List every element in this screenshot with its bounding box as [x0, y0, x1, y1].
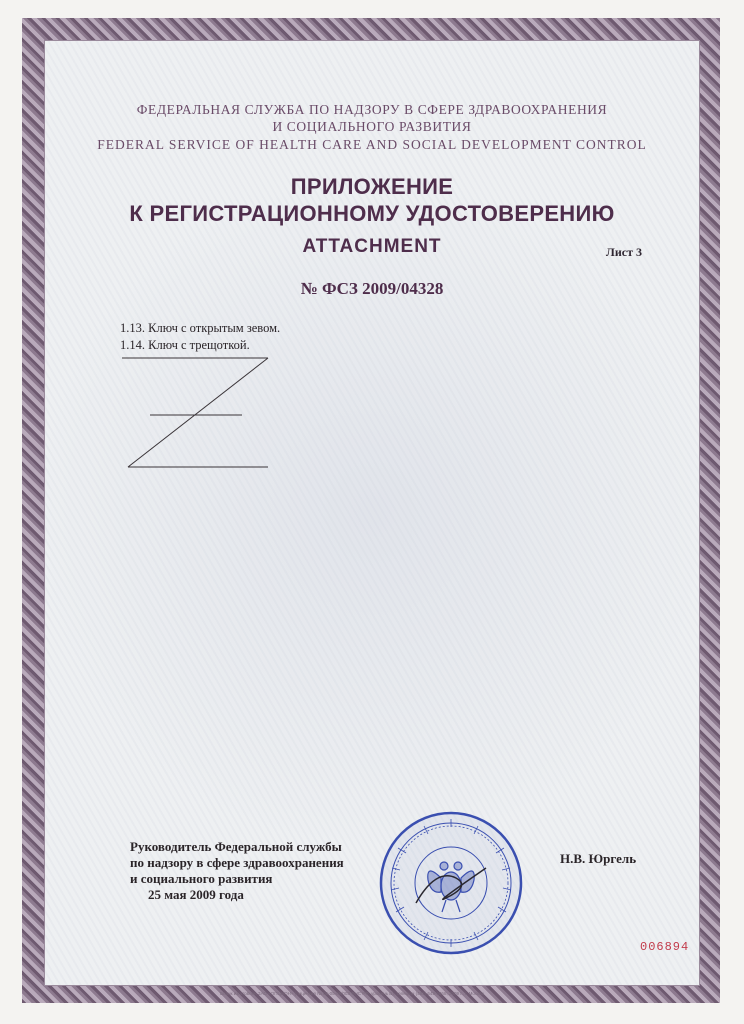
item-list	[120, 320, 280, 354]
z-cancel-mark	[120, 355, 280, 475]
registration-number: № ФСЗ 2009/04328	[300, 279, 444, 298]
header-en-line: FEDERAL SERVICE OF HEALTH CARE AND SOCIAL DEVELOPMENT CONTROL	[97, 137, 647, 152]
title-en: ATTACHMENT	[302, 236, 442, 257]
list-item: 1.13. Ключ с открытым зевом.	[120, 321, 281, 335]
issue-date: 25 мая 2009 года	[148, 887, 244, 902]
signatory-line2: по надзору в сфере здравоохранения	[130, 855, 344, 870]
title-ru-line1: ПРИЛОЖЕНИЕ	[290, 174, 454, 199]
sheet-number: Лист 3	[605, 245, 642, 259]
signatory-line3: и социального развития	[130, 871, 273, 886]
serial-number: 006894	[640, 940, 690, 954]
signatory-line1: Руководитель Федеральной службы	[130, 839, 342, 854]
printer-info: Бланк изготовлен ЗАО «ОПЦИОН» (лицензия № 05-05-09/003 ФНС РФ, уровень Б), телефон (495) 649-6868, 2009 г., г. Москва	[220, 991, 485, 996]
list-item: 1.14. Ключ с трещоткой.	[120, 338, 250, 352]
signatory-title	[130, 839, 344, 903]
header-ru-line1: ФЕДЕРАЛЬНАЯ СЛУЖБА ПО НАДЗОРУ В СФЕРЕ ЗДРАВООХРАНЕНИЯ	[136, 102, 608, 117]
official-seal	[376, 808, 526, 958]
header-ru-line2: И СОЦИАЛЬНОГО РАЗВИТИЯ	[272, 119, 472, 134]
title-ru-line2: К РЕГИСТРАЦИОННОМУ УДОСТОВЕРЕНИЮ	[129, 201, 615, 226]
signer-name: Н.В. Юргель	[560, 851, 637, 866]
